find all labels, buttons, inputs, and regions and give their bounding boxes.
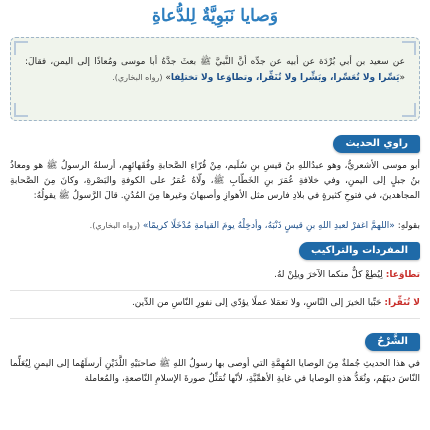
vocab-meaning: لِيُطِعْ كلٌّ منكما الآخرَ ويلِنْ لهُ. xyxy=(274,270,383,280)
divider xyxy=(10,318,420,319)
hadith-reference: (رواه البخاري). xyxy=(112,73,163,82)
hadith-intro: عن سعيد بن أبي بُرْدَة عن أبيه عن جدِّه أنَّ النَّبيَّ ﷺ بعثَ جدَّهُ أبا موسى ومُعاذًا إلى اليمن، فقالَ: xyxy=(25,57,405,67)
ornament-corner xyxy=(402,103,416,117)
vocab-item xyxy=(10,268,420,283)
divider xyxy=(10,290,420,291)
page-title: وَصايا نَبَوِيَّةٌ لِلدُّعاةِ xyxy=(151,6,279,26)
section-heading-explanation: الشَّرْحُ xyxy=(365,333,420,351)
explanation-paragraph: في هذا الحديثِ جُملةٌ مِنَ الوصايا المُهِمَّةِ التي أوصى بها رسولُ اللهِ ﷺ صاحبَيْهِ اللَّذَيْنِ أرسلَهُما إلى اليمنِ لِيُعَلِّما النّاسَ دينَهُم، وتُعَدُّ هذهِ الوصايا في غايةِ الأهمِّيَّةِ، لأنّها تُمَثِّلُ صورةَ الإسلامِ النّاصعةِ، والمُعاملة xyxy=(10,359,420,384)
section-heading-narrator: راوي الحديث xyxy=(333,135,420,153)
narrator-dua xyxy=(10,218,420,234)
ornament-corner xyxy=(402,41,416,55)
narrator-paragraph: أبو موسى الأشعريُّ، وهو عبدُاللهِ بنُ قيسِ بنِ سُلَيم، مِنْ قُرّاءِ الصَّحابةِ وفُقَهائهِم، أرسلهُ الرسولُ ﷺ هو ومعاذُ بنُ جبلٍ إلى اليمنِ، وفي خلافةِ عُمَرَ بنِ الخَطّابِ ﷺ، ولّاهُ عُمَرُ على الكوفةِ والبَصْرةِ، وكانَ مِنَ الصَّحابةِ المجاهدينَ، في فتوحِ كثيرةٍ في بلادِ فارس مثل الأهوازِ وأصبهانَ وغيرها مِنَ المُدُنِ. قالَ الرَّسولُ ﷺ يقولُهُ: xyxy=(10,161,420,201)
vocab-term: تطاوَعا: xyxy=(385,270,420,280)
ornament-corner xyxy=(14,103,28,117)
hadith-text: عن سعيد بن أبي بُرْدَة عن أبيه عن جدِّه أنَّ النَّبيَّ ﷺ بعثَ جدَّهُ أبا موسى ومُعاذًا إلى اليمن، فقالَ: «يَسِّرا ولا تُعَسِّرا، وبَشِّرا ولا تُنَفِّرا، وتطاوَعا ولا تختلِفا» (رواه البخاري). xyxy=(25,57,405,83)
dua-reference: (رواه البخاري). xyxy=(89,221,140,230)
dua-text: «اللهمَّ اغفرْ لعبدِ اللهِ بنِ قيسٍ ذَنْبَهُ، وأدخِلْهُ يومَ القيامةِ مُدْخَلًا كريمًا» xyxy=(142,221,395,231)
ornament-corner xyxy=(14,41,28,55)
section-heading-vocabulary: المفردات والتراكيب xyxy=(299,242,420,260)
hadith-quote-box xyxy=(10,37,420,121)
vocab-item xyxy=(10,296,420,311)
hadith-body: يَسِّرا ولا تُعَسِّرا، وبَشِّرا ولا تُنَفِّرا، وتطاوَعا ولا تختلِفا xyxy=(170,73,400,83)
dua-prefix: بقولهِ: xyxy=(397,221,420,231)
vocab-meaning: حَبِّبا الخيرَ إلى النّاسِ، ولا تعمَلا عملًا يؤدّي إلى نفورِ النّاسِ من الدِّين. xyxy=(131,298,382,308)
vocab-term: لا تُنَفِّرا: xyxy=(384,298,420,308)
